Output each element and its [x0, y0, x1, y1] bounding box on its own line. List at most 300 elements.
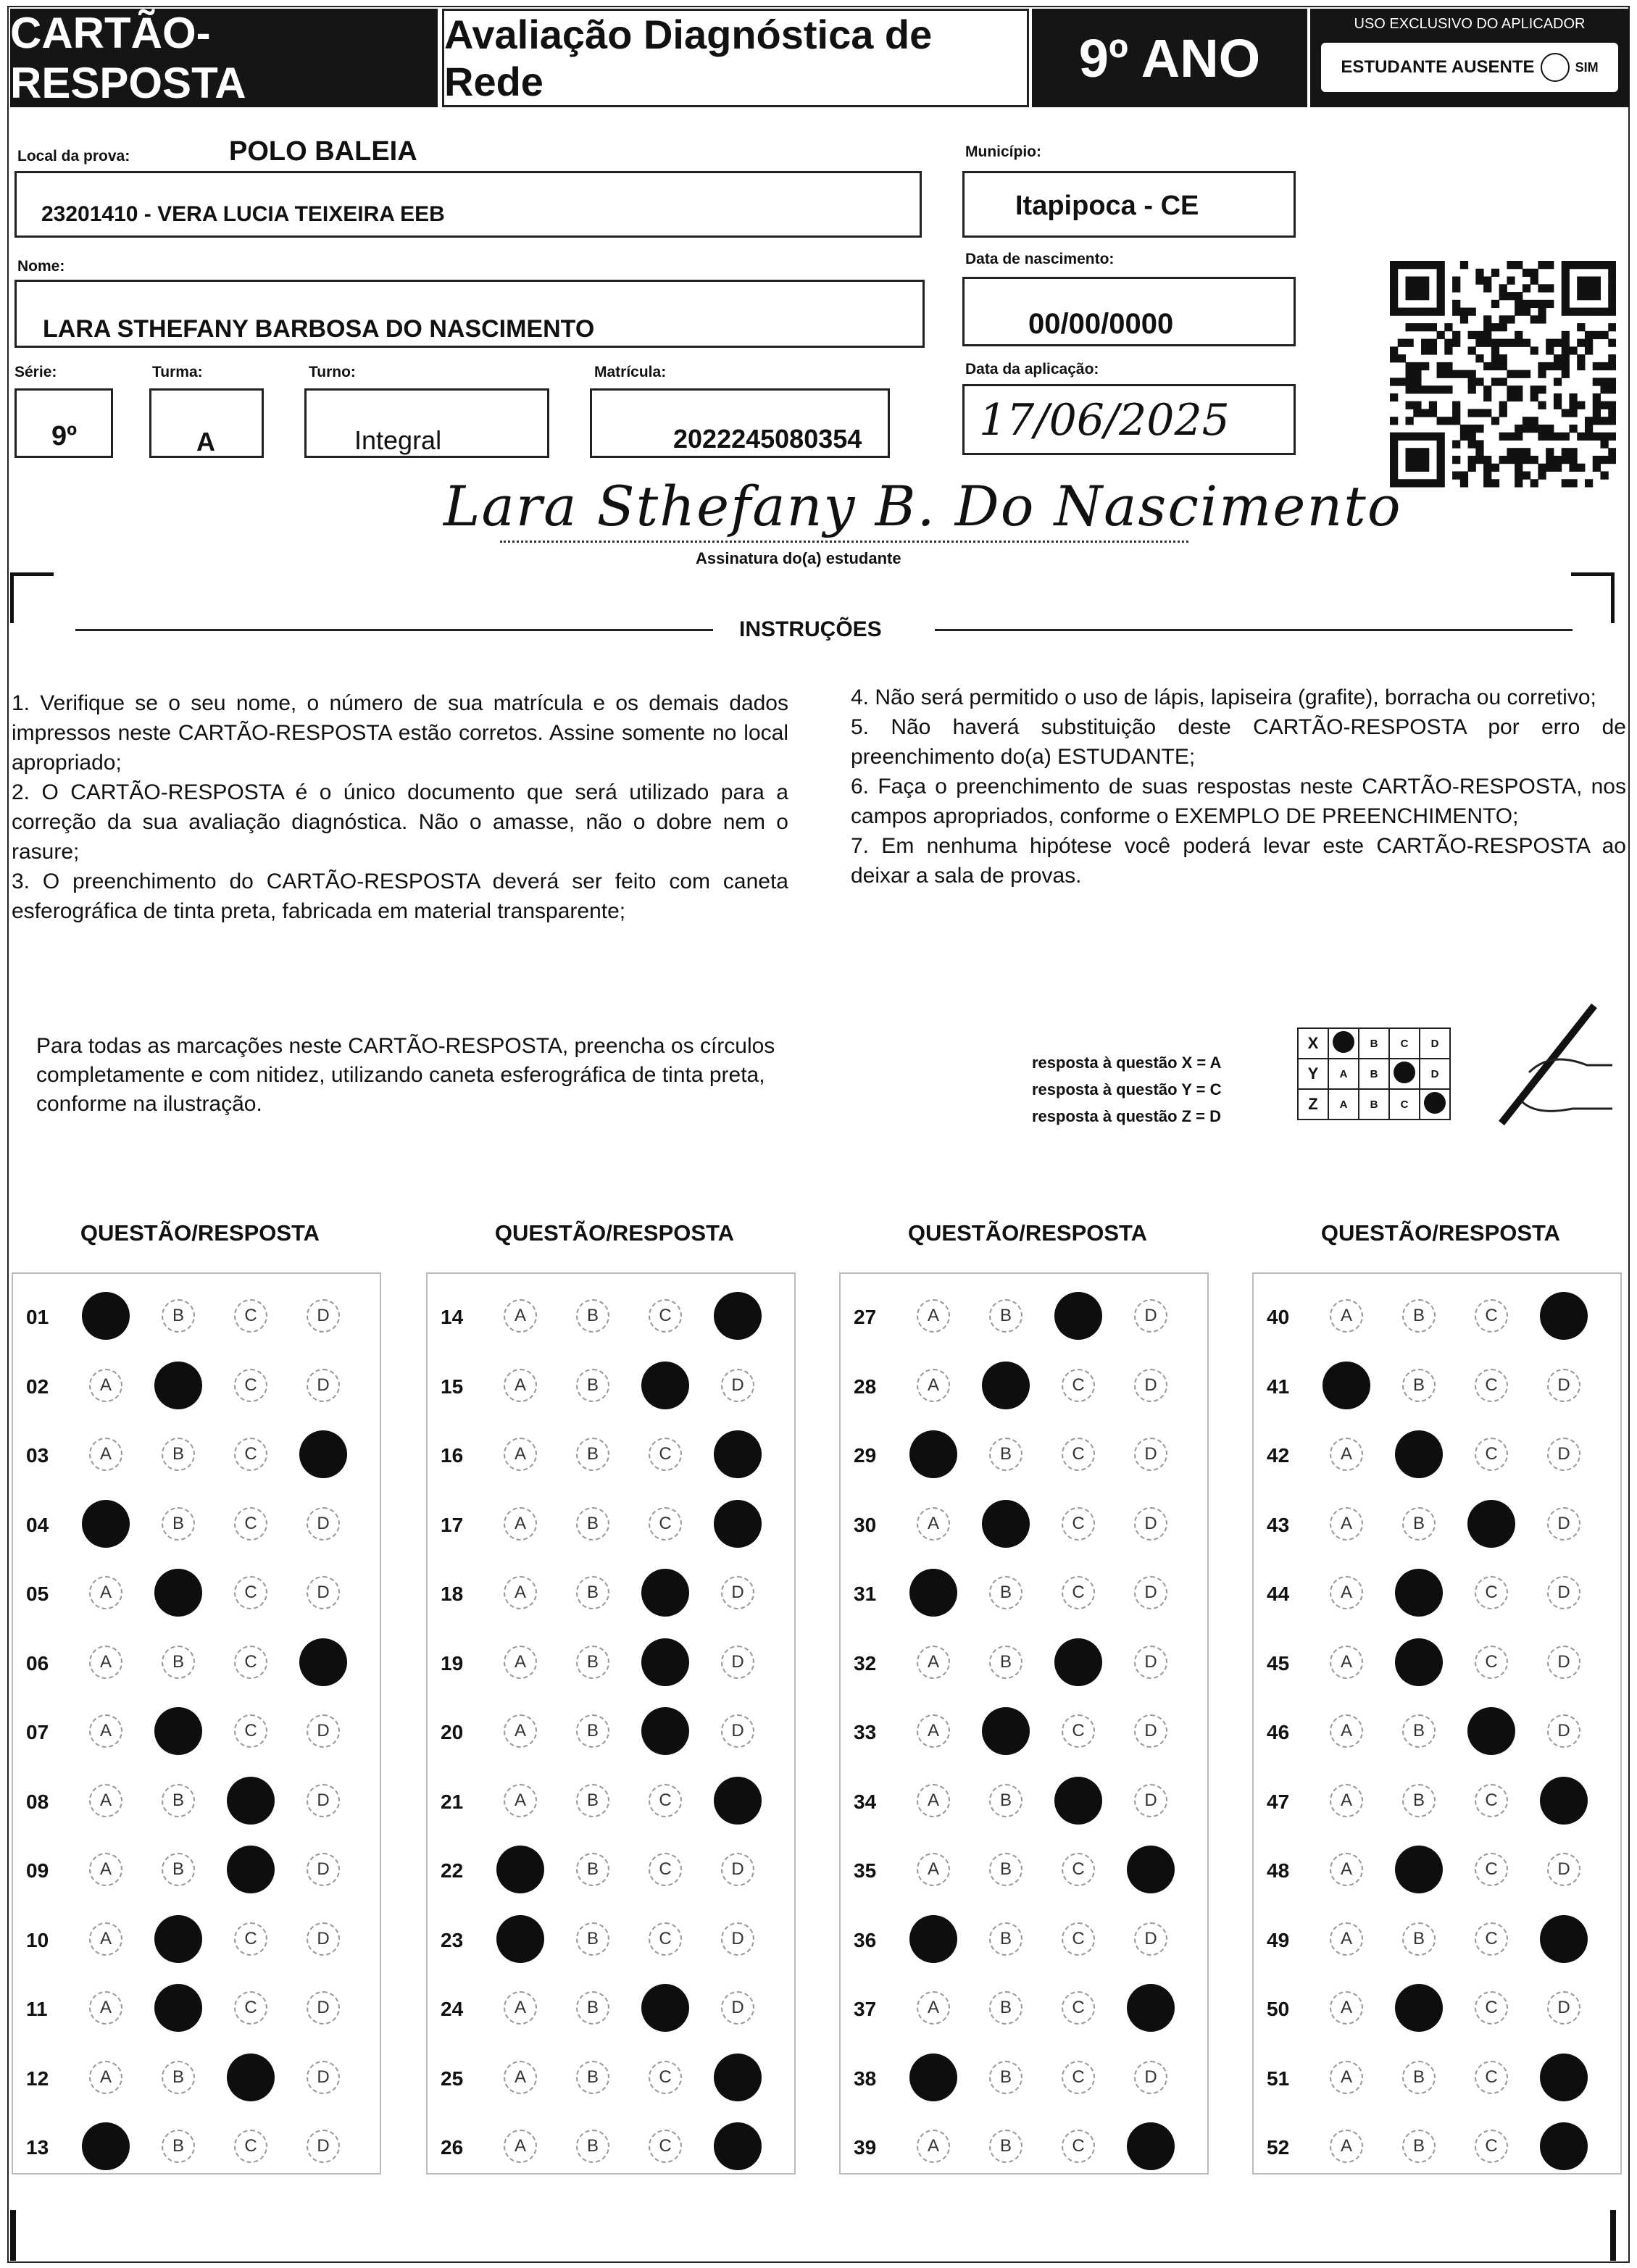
answer-bubble-b[interactable]: B	[989, 1438, 1022, 1471]
answer-bubble-b[interactable]: B	[162, 1438, 195, 1471]
column-header: QUESTÃO/RESPOSTA	[80, 1220, 320, 1246]
filled-bubble-icon	[1333, 1031, 1354, 1053]
municipio-label: Município:	[965, 143, 1041, 160]
filled-answer-bubble[interactable]	[1395, 1638, 1443, 1686]
filled-answer-bubble[interactable]	[982, 1707, 1030, 1755]
answer-bubble-b[interactable]: B	[576, 1438, 609, 1471]
school-value: 23201410 - VERA LUCIA TEIXEIRA EEB	[41, 202, 445, 226]
absent-option: SIM	[1575, 59, 1599, 75]
answer-bubble-a[interactable]: A	[89, 1646, 122, 1679]
answer-bubble-c[interactable]: C	[234, 1438, 267, 1471]
signature-line	[500, 541, 1188, 543]
answer-bubble-d[interactable]: D	[1547, 1991, 1580, 2025]
answer-bubble-b[interactable]: B	[1402, 1784, 1436, 1817]
instruction-item: 6. Faça o preenchimento de suas respostas neste CARTÃO-RESPOSTA, nos campos apropriados, conforme o EXEMPLO DE PREENCHIMENTO;	[851, 775, 1626, 828]
answer-bubble-a[interactable]: A	[1330, 1507, 1363, 1541]
answer-row	[1252, 1979, 1622, 2037]
answer-row	[839, 1495, 1209, 1553]
example-option: B	[1359, 1059, 1389, 1089]
filled-answer-bubble[interactable]	[1467, 1500, 1515, 1548]
answer-bubble-b[interactable]: B	[1402, 2061, 1436, 2094]
grade-badge: 9º ANO	[1032, 9, 1307, 107]
filled-answer-bubble[interactable]	[714, 1292, 762, 1340]
answer-bubble-d[interactable]: D	[721, 1853, 754, 1886]
answer-bubble-b[interactable]: B	[1402, 1369, 1436, 1402]
answer-bubble-d[interactable]: D	[307, 1853, 340, 1886]
answer-bubble-c[interactable]: C	[1062, 1714, 1095, 1748]
answer-row	[12, 1495, 381, 1553]
filled-answer-bubble[interactable]	[641, 1569, 689, 1617]
answer-bubble-d[interactable]: D	[307, 1714, 340, 1748]
answer-bubble-a[interactable]: A	[89, 1853, 122, 1886]
answer-bubble-d[interactable]: D	[721, 1369, 754, 1402]
answer-bubble-a[interactable]: A	[1330, 2130, 1363, 2163]
answer-bubble-b[interactable]: B	[576, 1576, 609, 1609]
answer-bubble-a[interactable]: A	[1330, 1991, 1363, 2025]
answer-bubble-a[interactable]: A	[504, 1646, 537, 1679]
answer-bubble-d[interactable]: D	[307, 1784, 340, 1817]
answer-bubble-d[interactable]: D	[307, 1369, 340, 1402]
answer-bubble-d[interactable]: D	[1547, 1438, 1580, 1471]
answer-bubble-b[interactable]: B	[162, 2130, 195, 2163]
answer-row	[1252, 1910, 1622, 1968]
filled-answer-bubble[interactable]	[641, 1362, 689, 1409]
signature: Lara Sthefany B. Do Nascimento	[443, 474, 1402, 538]
answer-bubble-a[interactable]: A	[504, 1369, 537, 1402]
answer-bubble-b[interactable]: B	[989, 1576, 1022, 1609]
filled-answer-bubble[interactable]	[714, 1430, 762, 1478]
answer-bubble-a[interactable]: A	[504, 1507, 537, 1541]
turma-label: Turma:	[152, 364, 203, 380]
filled-answer-bubble[interactable]	[496, 1915, 544, 1963]
pen-hand-icon	[1464, 1000, 1616, 1145]
answer-bubble-d[interactable]: D	[307, 2061, 340, 2094]
example-filled-bubble	[1389, 1059, 1420, 1089]
answer-bubble-b[interactable]: B	[162, 1784, 195, 1817]
example-grid	[1297, 1027, 1451, 1120]
answer-bubble-c[interactable]: C	[649, 2061, 682, 2094]
question-number: 11	[26, 1998, 48, 2020]
filled-answer-bubble[interactable]	[982, 1362, 1030, 1409]
answer-bubble-c[interactable]: C	[1475, 1438, 1508, 1471]
answer-bubble-d[interactable]: D	[721, 1922, 754, 1956]
answer-bubble-d[interactable]: D	[1134, 1438, 1167, 1471]
answer-row	[426, 1772, 796, 1830]
local-value: POLO BALEIA	[229, 136, 417, 167]
answer-bubble-b[interactable]: B	[989, 1299, 1022, 1333]
answer-bubble-d[interactable]: D	[307, 2130, 340, 2163]
filled-answer-bubble[interactable]	[1540, 1915, 1588, 1963]
answer-bubble-c[interactable]: C	[1475, 1853, 1508, 1886]
question-number: 39	[854, 2136, 877, 2159]
answer-row	[1252, 1564, 1622, 1622]
filled-answer-bubble[interactable]	[1395, 1569, 1443, 1617]
answer-row	[839, 1979, 1209, 2037]
answer-bubble-a[interactable]: A	[917, 1369, 950, 1402]
question-number: 48	[1267, 1859, 1290, 1882]
answer-bubble-a[interactable]: A	[89, 1438, 122, 1471]
answer-bubble-d[interactable]: D	[721, 1714, 754, 1748]
answer-row	[426, 1564, 796, 1622]
answer-bubble-a[interactable]: A	[917, 2130, 950, 2163]
answer-row	[839, 1702, 1209, 1760]
answer-bubble-a[interactable]: A	[89, 2061, 122, 2094]
filled-answer-bubble[interactable]	[496, 1846, 544, 1893]
filled-answer-bubble[interactable]	[1395, 1846, 1443, 1893]
filled-answer-bubble[interactable]	[227, 2054, 275, 2101]
answer-bubble-c[interactable]: C	[1475, 1299, 1508, 1333]
example-line: resposta à questão X = A	[1032, 1054, 1222, 1072]
answer-row	[426, 2117, 796, 2175]
filled-answer-bubble[interactable]	[909, 2054, 957, 2101]
answer-bubble-c[interactable]: C	[1475, 2130, 1508, 2163]
answer-row	[426, 1425, 796, 1483]
answer-bubble-c[interactable]: C	[234, 1299, 267, 1333]
question-number: 22	[441, 1859, 464, 1882]
question-number: 18	[441, 1583, 464, 1605]
filled-answer-bubble[interactable]	[82, 1500, 130, 1548]
answer-bubble-b[interactable]: B	[989, 2130, 1022, 2163]
answer-bubble-a[interactable]: A	[504, 1438, 537, 1471]
answer-row	[12, 1425, 381, 1483]
column-header: QUESTÃO/RESPOSTA	[1320, 1220, 1561, 1246]
filled-answer-bubble[interactable]	[1127, 2122, 1175, 2170]
answer-bubble-a[interactable]: A	[1330, 1438, 1363, 1471]
answer-bubble-b[interactable]: B	[576, 1922, 609, 1956]
matricula-box	[590, 388, 890, 458]
filled-answer-bubble[interactable]	[227, 1777, 275, 1825]
filled-answer-bubble[interactable]	[154, 1984, 202, 2032]
question-number: 19	[441, 1651, 464, 1675]
answer-bubble-c[interactable]: C	[649, 1507, 682, 1541]
answer-bubble-b[interactable]: B	[989, 1646, 1022, 1679]
answer-bubble-a[interactable]: A	[504, 1714, 537, 1748]
answer-bubble-a[interactable]: A	[504, 1784, 537, 1817]
answer-bubble-a[interactable]: A	[504, 2061, 537, 2094]
question-number: 28	[854, 1375, 877, 1398]
question-number: 29	[854, 1444, 877, 1467]
answer-bubble-d[interactable]: D	[721, 1991, 754, 2025]
answer-bubble-b[interactable]: B	[576, 1991, 609, 2025]
answer-bubble-b[interactable]: B	[989, 2061, 1022, 2094]
answer-bubble-d[interactable]: D	[1547, 1646, 1580, 1679]
answer-bubble-a[interactable]: A	[504, 1991, 537, 2025]
example-option: B	[1359, 1089, 1389, 1120]
answer-row	[12, 2048, 381, 2106]
answer-bubble-a[interactable]: A	[917, 1853, 950, 1886]
filled-answer-bubble[interactable]	[1127, 1846, 1175, 1893]
answer-bubble-a[interactable]: A	[1330, 2061, 1363, 2094]
absent-checkbox[interactable]	[1541, 53, 1570, 82]
nome-value: LARA STHEFANY BARBOSA DO NASCIMENTO	[43, 315, 595, 343]
answer-bubble-c[interactable]: C	[234, 1646, 267, 1679]
signature-caption: Assinatura do(a) estudante	[696, 549, 901, 567]
answer-bubble-d[interactable]: D	[1134, 1714, 1167, 1748]
answer-bubble-c[interactable]: C	[1062, 2061, 1095, 2094]
answer-bubble-c[interactable]: C	[1062, 2130, 1095, 2163]
filled-answer-bubble[interactable]	[1540, 1292, 1588, 1340]
answer-bubble-c[interactable]: C	[1475, 1576, 1508, 1609]
filled-answer-bubble[interactable]	[1322, 1362, 1370, 1409]
answer-bubble-c[interactable]: C	[649, 2130, 682, 2163]
answer-bubble-a[interactable]: A	[917, 1991, 950, 2025]
answer-bubble-c[interactable]: C	[1475, 2061, 1508, 2094]
answer-bubble-a[interactable]: A	[1330, 1714, 1363, 1748]
filled-answer-bubble[interactable]	[154, 1915, 202, 1963]
answer-bubble-b[interactable]: B	[576, 1714, 609, 1748]
answer-bubble-d[interactable]: D	[1134, 2061, 1167, 2094]
filled-answer-bubble[interactable]	[154, 1362, 202, 1409]
answer-bubble-c[interactable]: C	[1062, 1438, 1095, 1471]
filled-answer-bubble[interactable]	[714, 1500, 762, 1548]
filled-answer-bubble[interactable]	[154, 1707, 202, 1755]
answer-row	[426, 1910, 796, 1968]
answer-bubble-c[interactable]: C	[234, 1922, 267, 1956]
answer-bubble-b[interactable]: B	[162, 1646, 195, 1679]
answer-bubble-c[interactable]: C	[1475, 1784, 1508, 1817]
turno-value: Integral	[354, 425, 442, 455]
answer-bubble-c[interactable]: C	[1475, 1369, 1508, 1402]
answer-bubble-b[interactable]: B	[1402, 1507, 1436, 1541]
answer-bubble-c[interactable]: C	[234, 1576, 267, 1609]
answer-bubble-d[interactable]: D	[1547, 1507, 1580, 1541]
answer-bubble-d[interactable]: D	[1134, 1369, 1167, 1402]
answer-bubble-b[interactable]: B	[989, 1991, 1022, 2025]
answer-bubble-a[interactable]: A	[917, 1299, 950, 1333]
answer-bubble-d[interactable]: D	[721, 1646, 754, 1679]
filled-answer-bubble[interactable]	[1395, 1984, 1443, 2032]
filled-answer-bubble[interactable]	[909, 1430, 957, 1478]
filled-answer-bubble[interactable]	[641, 1707, 689, 1755]
answer-bubble-c[interactable]: C	[234, 1369, 267, 1402]
filled-answer-bubble[interactable]	[1395, 1430, 1443, 1478]
filled-answer-bubble[interactable]	[982, 1500, 1030, 1548]
answer-bubble-b[interactable]: B	[162, 1507, 195, 1541]
question-number: 23	[441, 1928, 464, 1951]
answer-bubble-a[interactable]: A	[89, 1369, 122, 1402]
answer-row	[426, 1356, 796, 1414]
answer-bubble-d[interactable]: D	[307, 1576, 340, 1609]
answer-bubble-b[interactable]: B	[576, 1507, 609, 1541]
answer-bubble-d[interactable]: D	[1547, 1576, 1580, 1609]
question-number: 05	[26, 1583, 49, 1605]
filled-answer-bubble[interactable]	[299, 1638, 347, 1686]
answer-bubble-d[interactable]: D	[1134, 1784, 1167, 1817]
answer-bubble-c[interactable]: C	[1062, 1922, 1095, 1956]
answer-bubble-b[interactable]: B	[989, 1784, 1022, 1817]
answer-bubble-a[interactable]: A	[1330, 1784, 1363, 1817]
answer-bubble-c[interactable]: C	[649, 1784, 682, 1817]
answer-bubble-c[interactable]: C	[234, 1507, 267, 1541]
local-label: Local da prova:	[17, 148, 130, 164]
example-option: A	[1328, 1089, 1359, 1120]
filled-answer-bubble[interactable]	[714, 2054, 762, 2101]
corner-mark	[10, 572, 54, 623]
answer-bubble-a[interactable]: A	[917, 1714, 950, 1748]
answer-bubble-a[interactable]: A	[89, 1991, 122, 2025]
filled-answer-bubble[interactable]	[641, 1638, 689, 1686]
answer-bubble-d[interactable]: D	[721, 1576, 754, 1609]
answer-bubble-b[interactable]: B	[1402, 1299, 1436, 1333]
question-number: 07	[26, 1721, 49, 1743]
answer-row	[839, 1356, 1209, 1414]
question-number: 45	[1267, 1651, 1290, 1675]
example-legend	[1032, 1049, 1221, 1130]
answer-bubble-b[interactable]: B	[1402, 1922, 1436, 1956]
answer-bubble-d[interactable]: D	[307, 1922, 340, 1956]
filled-answer-bubble[interactable]	[227, 1846, 275, 1893]
question-number: 42	[1267, 1444, 1290, 1467]
question-number: 16	[441, 1444, 464, 1467]
filled-answer-bubble[interactable]	[1054, 1777, 1102, 1825]
answer-row	[839, 1840, 1209, 1898]
answer-bubble-d[interactable]: D	[1134, 1576, 1167, 1609]
question-number: 17	[441, 1513, 464, 1536]
answer-bubble-a[interactable]: A	[89, 1714, 122, 1748]
answer-row	[1252, 1356, 1622, 1414]
question-number: 38	[854, 2067, 877, 2090]
filled-answer-bubble[interactable]	[1540, 2122, 1588, 2170]
aplic-label: Data da aplicação:	[965, 361, 1099, 378]
answer-bubble-a[interactable]: A	[504, 1299, 537, 1333]
answer-bubble-a[interactable]: A	[917, 1784, 950, 1817]
answer-bubble-b[interactable]: B	[576, 1784, 609, 1817]
filled-bubble-icon	[1424, 1092, 1446, 1114]
question-number: 01	[26, 1306, 49, 1328]
nome-label: Nome:	[17, 258, 65, 275]
question-number: 33	[854, 1721, 877, 1743]
question-number: 35	[854, 1859, 877, 1882]
filled-answer-bubble[interactable]	[82, 2122, 130, 2170]
answer-row	[426, 1495, 796, 1553]
instruction-item: 1. Verifique se o seu nome, o número de sua matrícula e os demais dados impressos neste CARTÃO-RESPOSTA estão corretos. Assine somente no local apropriado;	[12, 691, 788, 775]
filled-answer-bubble[interactable]	[714, 2122, 762, 2170]
filled-answer-bubble[interactable]	[1540, 1777, 1588, 1825]
filled-answer-bubble[interactable]	[909, 1915, 957, 1963]
answer-bubble-a[interactable]: A	[1330, 1299, 1363, 1333]
question-number: 03	[26, 1444, 49, 1467]
instructions-rule	[935, 629, 1573, 631]
question-number: 49	[1267, 1928, 1290, 1951]
answer-bubble-a[interactable]: A	[917, 1646, 950, 1679]
question-number: 50	[1267, 1998, 1290, 2020]
answer-bubble-c[interactable]: C	[234, 2130, 267, 2163]
filled-answer-bubble[interactable]	[909, 1569, 957, 1617]
question-number: 06	[26, 1651, 49, 1675]
answer-bubble-b[interactable]: B	[162, 1299, 195, 1333]
answer-bubble-a[interactable]: A	[917, 1507, 950, 1541]
filled-answer-bubble[interactable]	[1540, 2054, 1588, 2101]
filled-answer-bubble[interactable]	[154, 1569, 202, 1617]
filled-answer-bubble[interactable]	[1054, 1638, 1102, 1686]
answer-bubble-a[interactable]: A	[1330, 1646, 1363, 1679]
answer-bubble-d[interactable]: D	[1134, 1922, 1167, 1956]
answer-bubble-c[interactable]: C	[1062, 1369, 1095, 1402]
aplic-box	[962, 384, 1296, 455]
answer-bubble-a[interactable]: A	[1330, 1576, 1363, 1609]
answer-bubble-b[interactable]: B	[1402, 2130, 1436, 2163]
filled-answer-bubble[interactable]	[714, 1777, 762, 1825]
answer-bubble-c[interactable]: C	[1475, 1922, 1508, 1956]
answer-bubble-d[interactable]: D	[307, 1507, 340, 1541]
answer-bubble-a[interactable]: A	[504, 2130, 537, 2163]
answer-bubble-a[interactable]: A	[1330, 1922, 1363, 1956]
question-number: 34	[854, 1790, 877, 1813]
answer-bubble-b[interactable]: B	[576, 1646, 609, 1679]
answer-bubble-b[interactable]: B	[162, 2061, 195, 2094]
answer-bubble-d[interactable]: D	[1547, 1369, 1580, 1402]
card-title: CARTÃO-RESPOSTA	[10, 9, 438, 107]
answer-bubble-c[interactable]: C	[1062, 1991, 1095, 2025]
filled-answer-bubble[interactable]	[82, 1292, 130, 1340]
question-number: 26	[441, 2136, 464, 2159]
answer-bubble-b[interactable]: B	[576, 1853, 609, 1886]
answer-bubble-c[interactable]: C	[649, 1853, 682, 1886]
example-row	[1298, 1028, 1450, 1059]
example-filled-bubble	[1328, 1028, 1359, 1059]
filled-answer-bubble[interactable]	[299, 1430, 347, 1478]
answer-bubble-a[interactable]: A	[1330, 1853, 1363, 1886]
answer-bubble-b[interactable]: B	[162, 1853, 195, 1886]
instruction-item: 4. Não será permitido o uso de lápis, lapiseira (grafite), borracha ou corretivo;	[851, 685, 1596, 709]
question-number: 30	[854, 1513, 877, 1536]
question-number: 24	[441, 1998, 464, 2020]
municipio-box	[962, 171, 1296, 238]
answer-bubble-a[interactable]: A	[504, 1576, 537, 1609]
answer-bubble-c[interactable]: C	[649, 1299, 682, 1333]
answer-bubble-b[interactable]: B	[576, 2130, 609, 2163]
answer-bubble-c[interactable]: C	[649, 1922, 682, 1956]
answer-bubble-b[interactable]: B	[576, 1299, 609, 1333]
answer-bubble-d[interactable]: D	[1547, 1714, 1580, 1748]
answer-bubble-c[interactable]: C	[1475, 1991, 1508, 2025]
example-option: D	[1420, 1028, 1450, 1059]
nasc-value: 00/00/0000	[1028, 308, 1174, 340]
answer-row	[839, 1425, 1209, 1483]
answer-row	[1252, 2048, 1622, 2106]
answer-bubble-a[interactable]: A	[89, 1576, 122, 1609]
answer-bubble-a[interactable]: A	[89, 1784, 122, 1817]
answer-bubble-b[interactable]: B	[989, 1853, 1022, 1886]
answer-bubble-b[interactable]: B	[989, 1922, 1022, 1956]
answer-bubble-d[interactable]: D	[1134, 1299, 1167, 1333]
example-filled-bubble	[1420, 1089, 1450, 1120]
answer-bubble-c[interactable]: C	[1475, 1646, 1508, 1679]
answer-bubble-d[interactable]: D	[307, 1991, 340, 2025]
answer-bubble-c[interactable]: C	[649, 1438, 682, 1471]
answer-bubble-d[interactable]: D	[307, 1299, 340, 1333]
nasc-box	[962, 277, 1296, 346]
answer-bubble-c[interactable]: C	[234, 1714, 267, 1748]
answer-bubble-b[interactable]: B	[576, 1369, 609, 1402]
answer-bubble-d[interactable]: D	[1547, 1853, 1580, 1886]
filled-answer-bubble[interactable]	[641, 1984, 689, 2032]
answer-bubble-c[interactable]: C	[1062, 1853, 1095, 1886]
answer-bubble-d[interactable]: D	[1134, 1646, 1167, 1679]
answer-bubble-b[interactable]: B	[1402, 1714, 1436, 1748]
filled-answer-bubble[interactable]	[1054, 1292, 1102, 1340]
answer-bubble-d[interactable]: D	[1134, 1507, 1167, 1541]
corner-mark	[10, 2210, 16, 2261]
answer-bubble-b[interactable]: B	[576, 2061, 609, 2094]
answer-bubble-c[interactable]: C	[1062, 1576, 1095, 1609]
answer-bubble-c[interactable]: C	[1062, 1507, 1095, 1541]
filled-answer-bubble[interactable]	[1467, 1707, 1515, 1755]
example-option: B	[1359, 1028, 1389, 1059]
filled-answer-bubble[interactable]	[1127, 1984, 1175, 2032]
answer-bubble-a[interactable]: A	[89, 1922, 122, 1956]
answer-bubble-c[interactable]: C	[234, 1991, 267, 2025]
